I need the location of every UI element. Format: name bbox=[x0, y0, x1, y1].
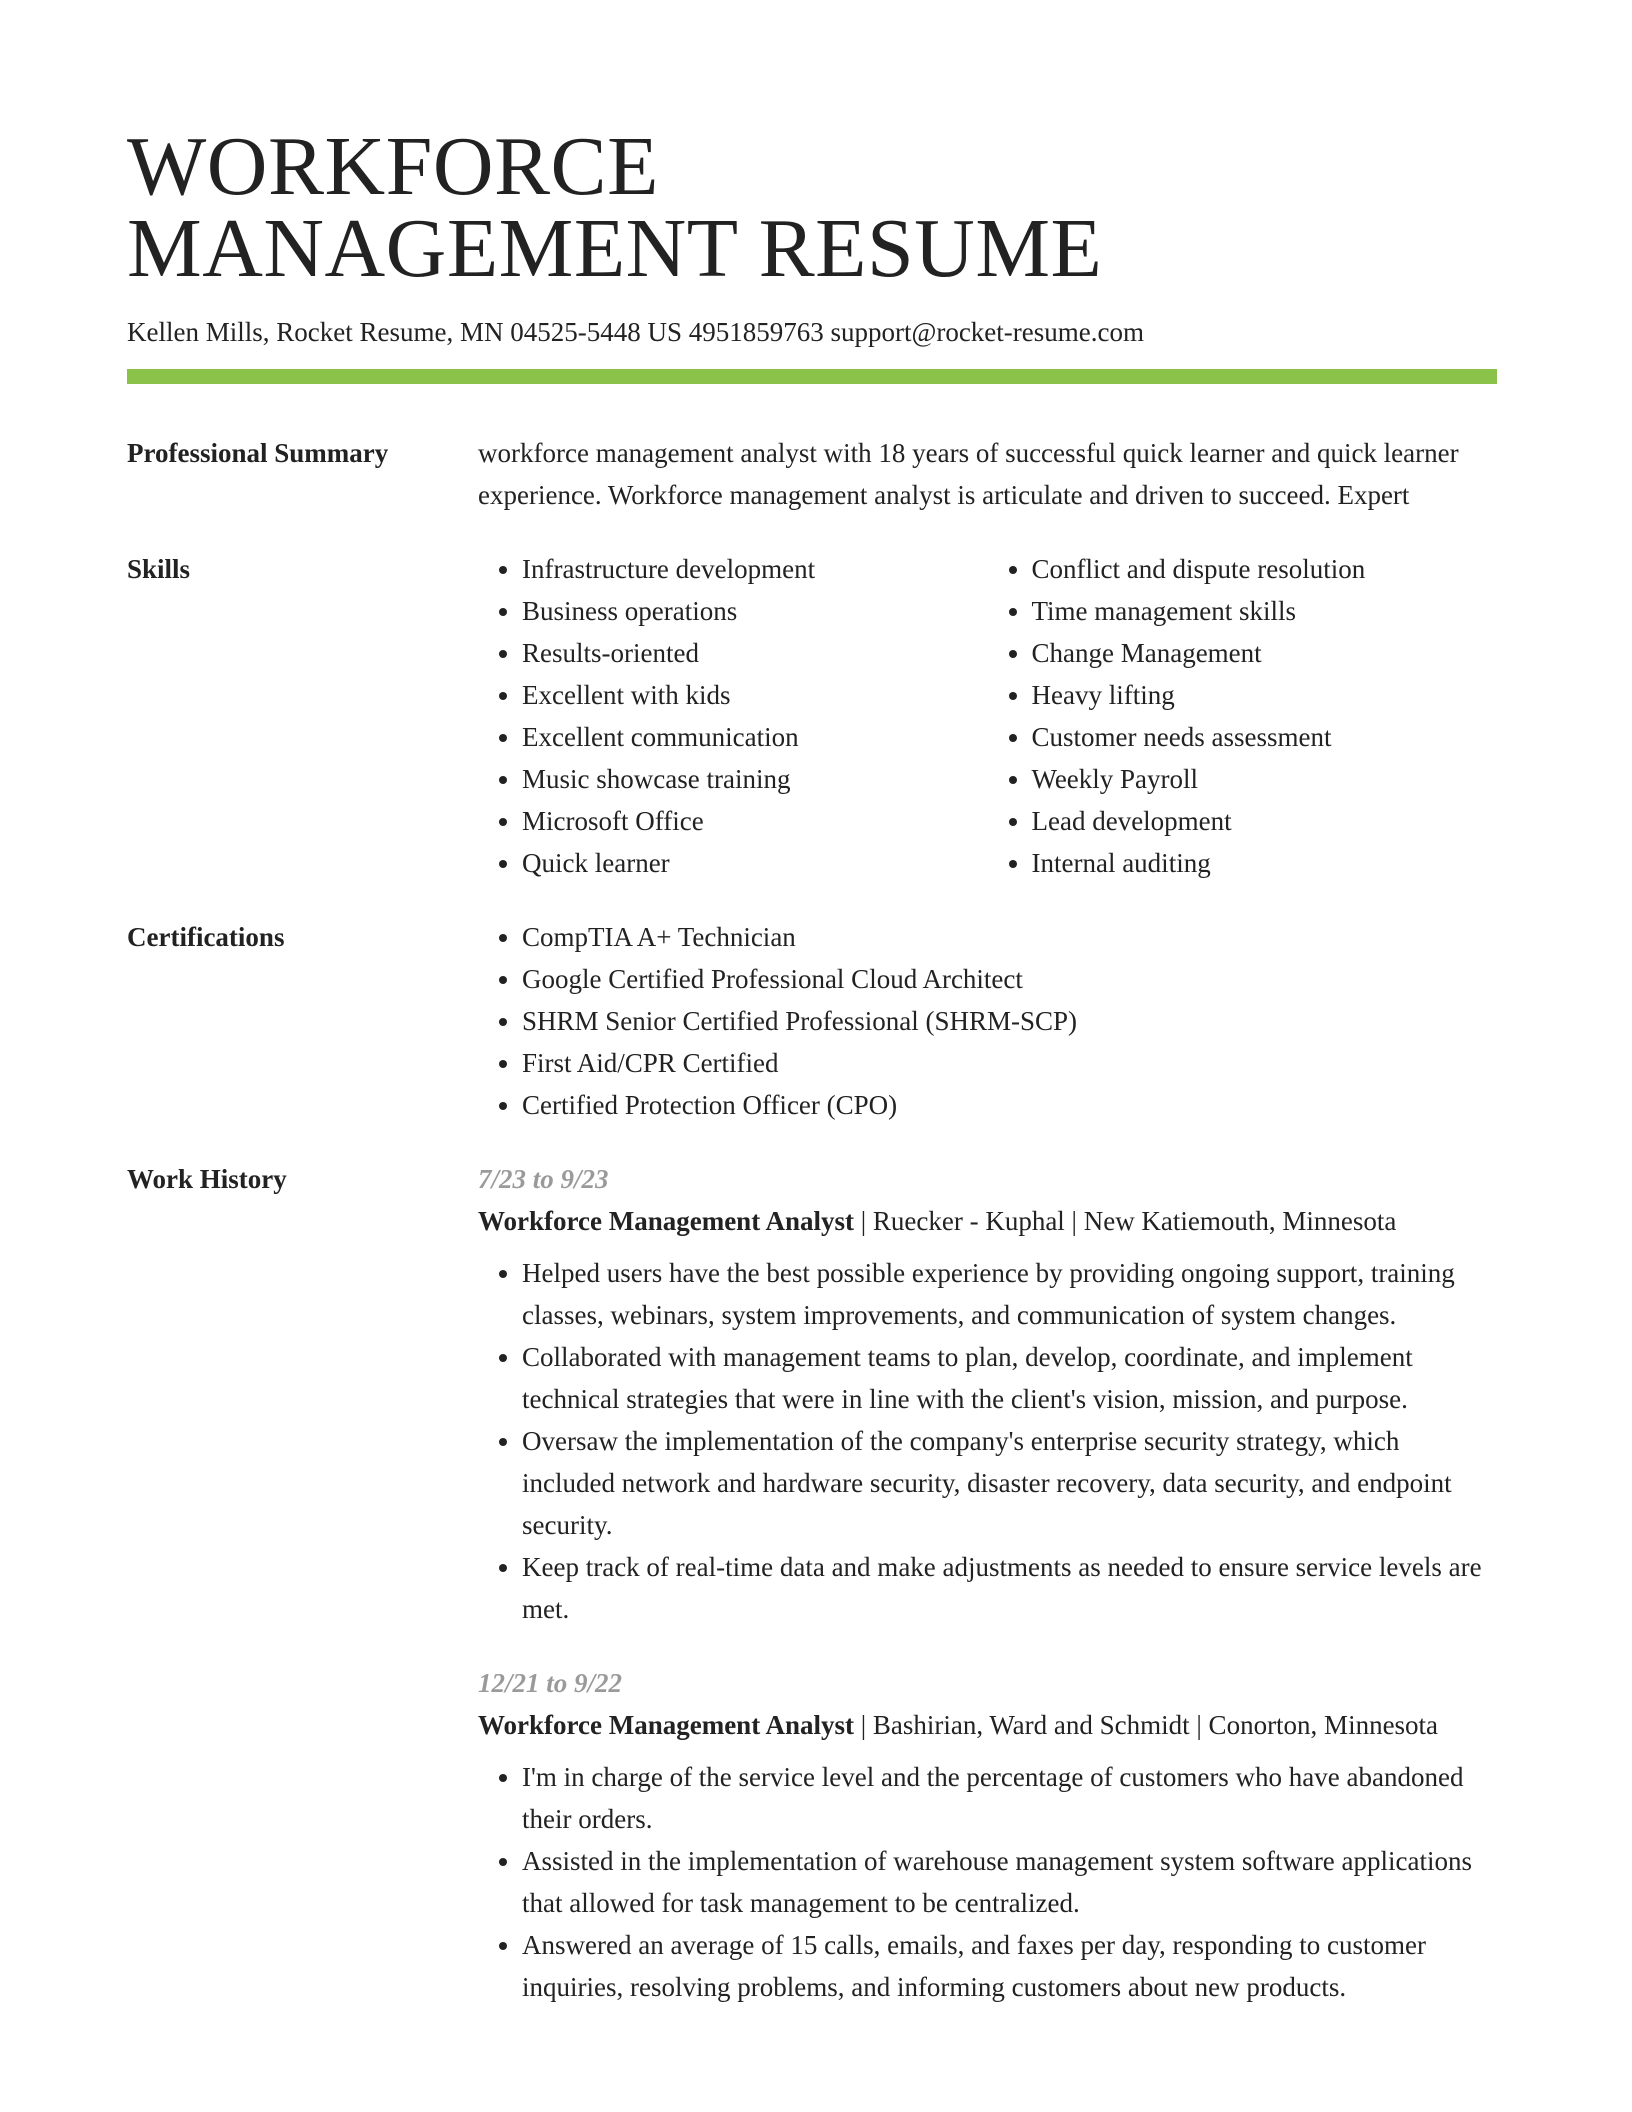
certifications-section bbox=[127, 916, 1497, 1158]
skill-item: • Weekly Payroll bbox=[1032, 758, 1498, 800]
work-history-section bbox=[127, 1158, 1497, 2040]
job-entry bbox=[478, 1662, 1497, 2008]
resume-body bbox=[127, 432, 1497, 2040]
skill-item: • Business operations bbox=[522, 590, 988, 632]
job-details: | Ruecker - Kuphal | New Katiemouth, Minnesota bbox=[853, 1206, 1397, 1236]
skills-column-2 bbox=[988, 548, 1498, 884]
contact-info: Kellen Mills, Rocket Resume, MN 04525-5448 US 4951859763 support@rocket-resume.com bbox=[127, 317, 1144, 347]
page-title bbox=[127, 120, 1497, 295]
job-date: 12/21 to 9/22 bbox=[478, 1668, 623, 1698]
job-bullet: • I'm in charge of the service level and the percentage of customers who have abandoned their orders. bbox=[522, 1756, 1497, 1840]
certification-item: • CompTIA A+ Technician bbox=[522, 916, 1497, 958]
skill-item: • Quick learner bbox=[522, 842, 988, 884]
job-bullet: • Answered an average of 15 calls, emails, and faxes per day, responding to customer inquiries, resolving problems, and informing customers about new products. bbox=[522, 1924, 1497, 2008]
section-label-summary: Professional Summary bbox=[127, 438, 389, 468]
skills-section bbox=[127, 548, 1497, 916]
section-label-work-history: Work History bbox=[127, 1164, 287, 1194]
skill-item: • Change Management bbox=[1032, 632, 1498, 674]
job-details: | Bashirian, Ward and Schmidt | Conorton, Minnesota bbox=[853, 1710, 1439, 1740]
skill-item: • Infrastructure development bbox=[522, 548, 988, 590]
section-label-certifications: Certifications bbox=[127, 922, 285, 952]
job-bullet: • Assisted in the implementation of warehouse management system software applications that allowed for task management to be centralized. bbox=[522, 1840, 1497, 1924]
certification-item: • First Aid/CPR Certified bbox=[522, 1042, 1497, 1084]
skills-column-1 bbox=[478, 548, 988, 884]
skill-item: • Excellent communication bbox=[522, 716, 988, 758]
job-title: Workforce Management Analyst bbox=[478, 1206, 854, 1236]
certification-item: • Google Certified Professional Cloud Architect bbox=[522, 958, 1497, 1000]
summary-section bbox=[127, 432, 1497, 548]
skill-item: • Heavy lifting bbox=[1032, 674, 1498, 716]
skill-item: • Conflict and dispute resolution bbox=[1032, 548, 1498, 590]
certifications-list bbox=[478, 916, 1497, 1126]
job-bullet: • Collaborated with management teams to plan, develop, coordinate, and implement technical strategies that were in line with the client's vision, mission, and purpose. bbox=[522, 1336, 1497, 1420]
accent-divider bbox=[127, 369, 1497, 384]
skill-item: • Lead development bbox=[1032, 800, 1498, 842]
summary-text: workforce management analyst with 18 years of successful quick learner and quick learner experience. Workforce management analyst is articulate and driven to succeed. Expert bbox=[478, 438, 1459, 510]
certification-item: • Certified Protection Officer (CPO) bbox=[522, 1084, 1497, 1126]
job-heading bbox=[478, 1200, 1497, 1242]
job-entry bbox=[478, 1158, 1497, 1630]
job-bullets bbox=[478, 1252, 1497, 1630]
skill-item: • Results-oriented bbox=[522, 632, 988, 674]
section-label-skills: Skills bbox=[127, 554, 191, 584]
job-date: 7/23 to 9/23 bbox=[478, 1164, 609, 1194]
resume-header bbox=[127, 120, 1497, 350]
skill-item: • Excellent with kids bbox=[522, 674, 988, 716]
job-title: Workforce Management Analyst bbox=[478, 1710, 854, 1740]
skill-item: • Music showcase training bbox=[522, 758, 988, 800]
skill-item: • Customer needs assessment bbox=[1032, 716, 1498, 758]
job-heading bbox=[478, 1704, 1497, 1746]
skill-item: • Time management skills bbox=[1032, 590, 1498, 632]
title-line-1: WORKFORCE bbox=[127, 120, 659, 213]
job-bullets bbox=[478, 1756, 1497, 2008]
certification-item: • SHRM Senior Certified Professional (SHRM-SCP) bbox=[522, 1000, 1497, 1042]
skill-item: • Microsoft Office bbox=[522, 800, 988, 842]
job-bullet: • Keep track of real-time data and make adjustments as needed to ensure service levels are met. bbox=[522, 1546, 1497, 1630]
skills-columns bbox=[478, 548, 1497, 884]
job-bullet: • Oversaw the implementation of the company's enterprise security strategy, which included network and hardware security, disaster recovery, data security, and endpoint security. bbox=[522, 1420, 1497, 1546]
skill-item: • Internal auditing bbox=[1032, 842, 1498, 884]
title-line-2: MANAGEMENT RESUME bbox=[127, 202, 1103, 295]
job-bullet: • Helped users have the best possible experience by providing ongoing support, training classes, webinars, system improvements, and communication of system changes. bbox=[522, 1252, 1497, 1336]
